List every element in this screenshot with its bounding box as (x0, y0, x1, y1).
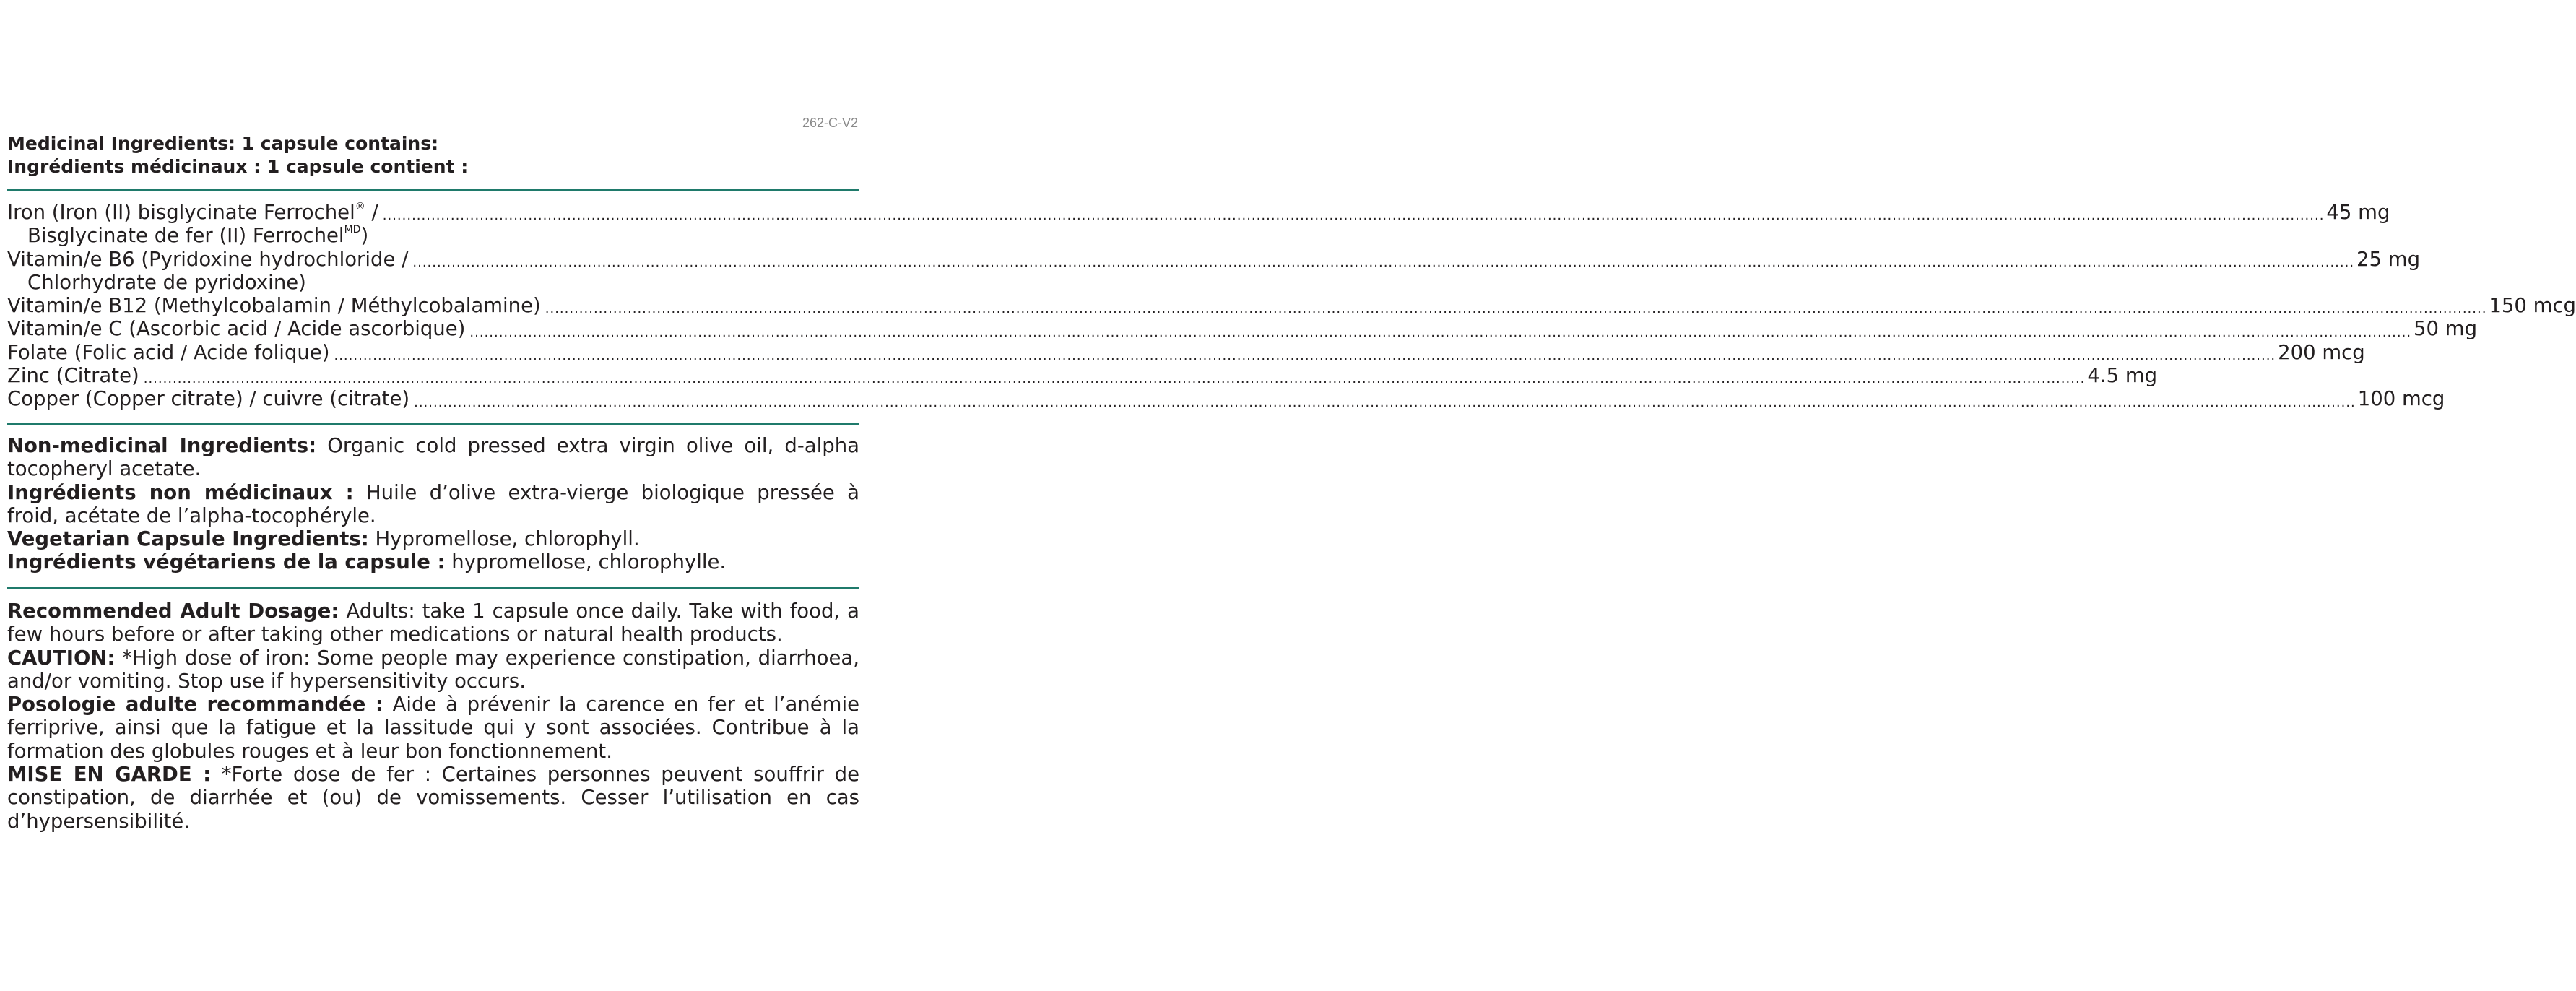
ingredient-row (7, 387, 2445, 411)
ingredient-row (7, 317, 2478, 341)
divider-rule (7, 423, 859, 425)
ingredient-name: Vitamin/e C (Ascorbic acid / Acide ascorbique) (7, 317, 466, 341)
section-label: Non-medicinal Ingredients: (7, 434, 317, 457)
section-label: CAUTION: (7, 646, 116, 670)
label-code: 262-C-V2 (802, 116, 858, 130)
leader-dots: ................................................................................................................................................................................................................................................................................................................................................................................................................ (414, 394, 2356, 410)
dosage-english: Recommended Adult Dosage: Adults: take 1 capsule once daily. Take with food, a few hours before or after taking other medications or natural health products. (7, 600, 860, 646)
caution-english: CAUTION: *High dose of iron: Some people may experience constipation, diarrhoea, and/or vomiting. Stop use if hypersensitivity occurs. (7, 646, 859, 693)
dosage-french: Posologie adulte recommandée : Aide à prévenir la carence en fer et l’anémie ferriprive, ainsi que la fatigue et la lassitude qui y sont associées. Contribue à la formation des globules rouges et à leur bon fonctionnement. (7, 693, 859, 763)
leader-dots: ................................................................................................................................................................................................................................................................................................................................................................................................................ (545, 301, 2487, 317)
capsule-english: Vegetarian Capsule Ingredients: Hypromellose, chlorophyll. (7, 527, 640, 551)
ingredient-amount: 150 mcg (2489, 294, 2576, 318)
section-label: MISE EN GARDE : (7, 763, 212, 787)
ingredient-name: Folate (Folic acid / Acide folique) (7, 340, 330, 364)
ingredient-row (7, 201, 2390, 224)
ingredient-continuation: Chlorhydrate de pyridoxine) (27, 270, 306, 294)
ingredient-name: Iron (Iron (II) bisglycinate Ferrochel® / (7, 201, 378, 224)
leader-dots: ................................................................................................................................................................................................................................................................................................................................................................................................................ (143, 371, 2086, 387)
leader-dots: ................................................................................................................................................................................................................................................................................................................................................................................................................ (469, 324, 2412, 340)
ingredient-name: Vitamin/e B6 (Pyridoxine hydrochloride / (7, 247, 409, 271)
ingredient-name: Vitamin/e B12 (Methylcobalamin / Méthylcobalamine) (7, 294, 541, 318)
header-english: Medicinal Ingredients: 1 capsule contains: (7, 133, 439, 154)
ingredient-amount: 25 mg (2356, 247, 2421, 271)
md-mark: MD (344, 224, 361, 236)
registered-mark: ® (355, 201, 365, 212)
capsule-french: Ingrédients végétariens de la capsule : hypromellose, chlorophylle. (7, 550, 727, 574)
divider-rule (7, 189, 859, 191)
ingredient-continuation: Bisglycinate de fer (II) Ferrochel$^{MD}$) (27, 224, 369, 248)
leader-dots: ................................................................................................................................................................................................................................................................................................................................................................................................................ (334, 348, 2276, 364)
ingredient-row (7, 340, 2365, 364)
caution-french: MISE EN GARDE : *Forte dose de fer : Certaines personnes peuvent souffrir de constipation, de diarrhée et (ou) de vomissements. Cesser l’utilisation en cas d’hypersensibilité. (7, 763, 859, 833)
ingredient-name: Copper (Copper citrate) / cuivre (citrate) (7, 387, 410, 411)
ingredient-amount: 50 mg (2414, 317, 2478, 341)
ingredient-row (7, 294, 2576, 318)
ingredient-amount: 100 mcg (2357, 387, 2445, 411)
divider-rule (7, 587, 859, 589)
leader-dots: ................................................................................................................................................................................................................................................................................................................................................................................................................ (412, 254, 2355, 270)
ingredient-row (7, 247, 2421, 271)
ingredient-amount: 4.5 mg (2087, 364, 2158, 388)
section-label: Recommended Adult Dosage: (7, 600, 339, 623)
ingredient-row (7, 364, 2158, 388)
non-medicinal-section (7, 434, 859, 574)
dosage-section (7, 600, 859, 833)
non-medicinal-french: Ingrédients non médicinaux : Huile d’olive extra-vierge biologique pressée à froid, acétate de l’alpha-tocophéryle. (7, 480, 859, 527)
non-medicinal-english: Non-medicinal Ingredients: Organic cold pressed extra virgin olive oil, d-alpha tocopheryl acetate. (7, 434, 859, 481)
ingredient-name: Zinc (Citrate) (7, 364, 139, 388)
leader-dots: ................................................................................................................................................................................................................................................................................................................................................................................................................ (382, 208, 2325, 224)
section-label: Ingrédients non médicinaux : (7, 480, 354, 504)
section-label: Ingrédients végétariens de la capsule : (7, 550, 446, 574)
section-label: Posologie adulte recommandée : (7, 693, 383, 717)
section-label: Vegetarian Capsule Ingredients: (7, 527, 369, 551)
ingredient-amount: 200 mcg (2278, 340, 2365, 364)
ingredient-list (7, 201, 2576, 411)
ingredient-amount: 45 mg (2326, 201, 2390, 224)
header-french: Ingrédients médicinaux : 1 capsule contient : (7, 156, 469, 177)
medicinal-header (7, 132, 859, 178)
